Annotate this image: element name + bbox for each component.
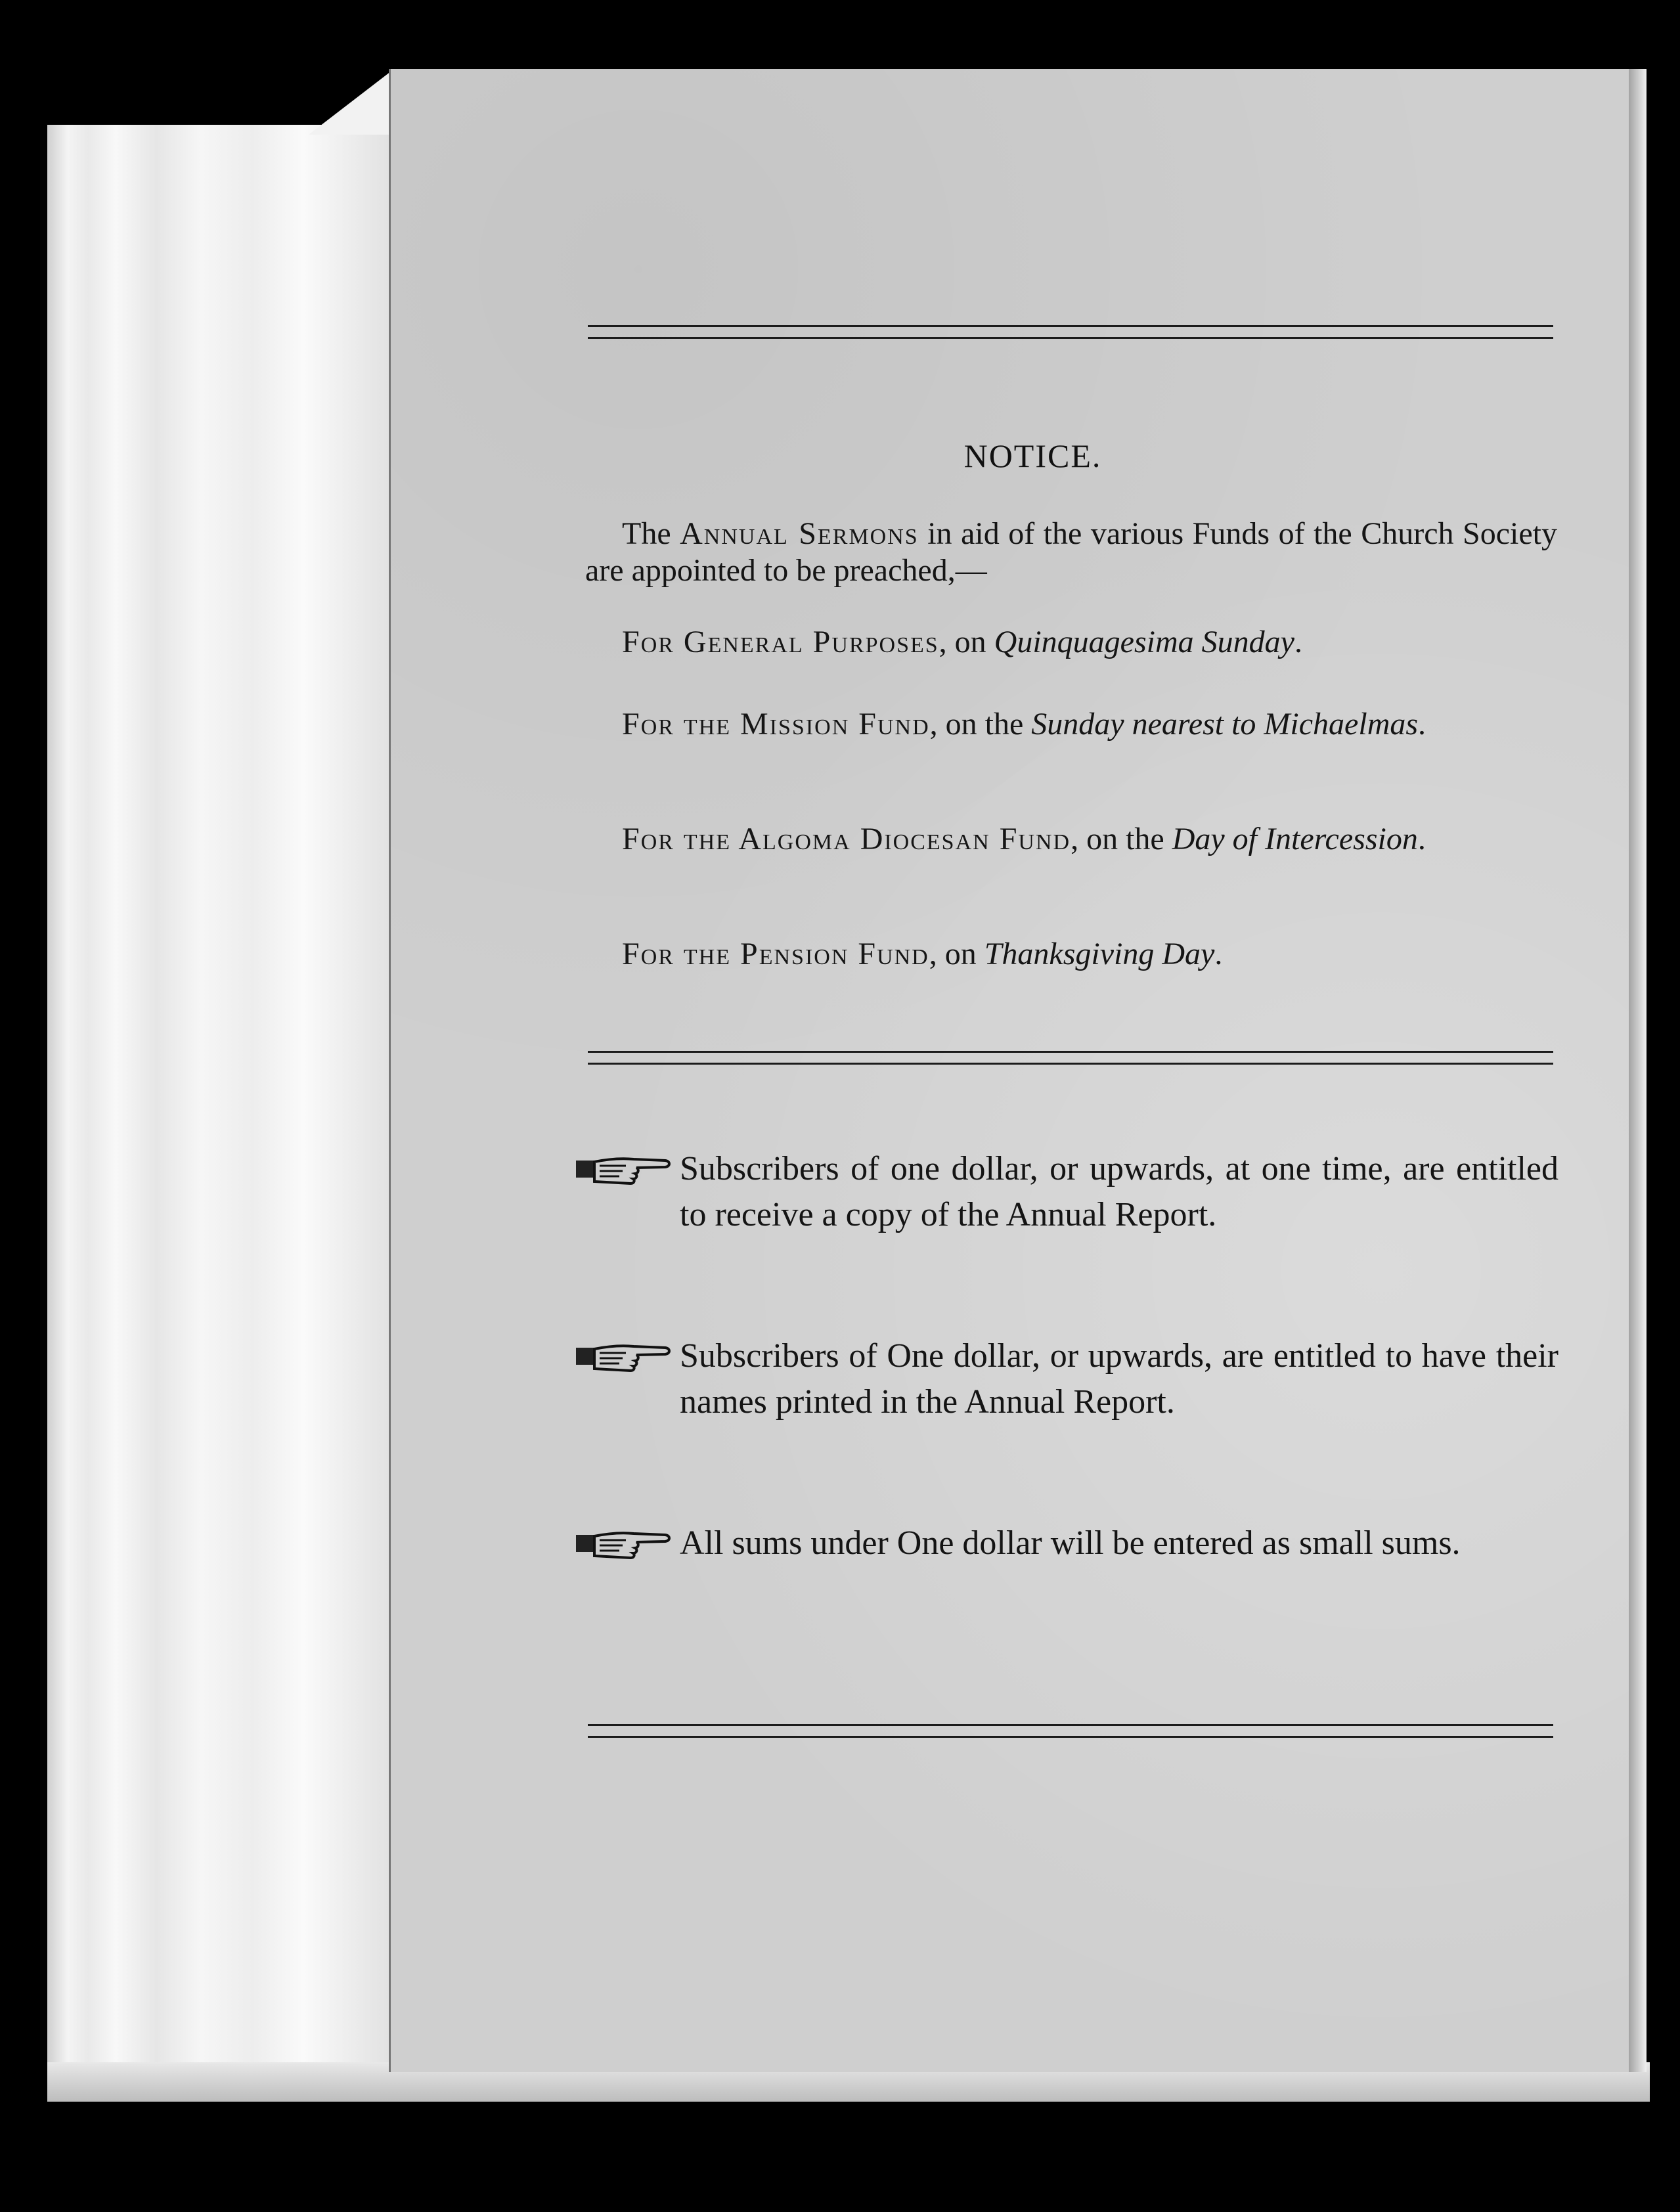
fund-pension: For the Pension Fund, on Thanksgiving Day.: [622, 937, 1223, 971]
book-page-edges: [47, 125, 390, 2082]
pointing-hand-icon: [573, 1527, 672, 1560]
subscriber-note: [573, 1333, 1558, 1425]
facing-page-edge: [1627, 69, 1647, 2072]
fund-general-purposes: For General Purposes, on Quinquagesima Sunday.: [622, 625, 1302, 659]
notice-intro: The Annual Sermons in aid of the various Funds of the Church Society are appointed to be preached,—: [585, 516, 1558, 588]
notice-title: NOTICE.: [963, 437, 1102, 474]
printed-page: [389, 69, 1629, 2072]
fund-mission: For the Mission Fund, on the Sunday nearest to Michaelmas.: [622, 707, 1426, 741]
pointing-hand-icon: [573, 1153, 672, 1185]
pointing-hand-icon: [573, 1340, 672, 1373]
subscriber-note: [573, 1520, 1558, 1566]
subscriber-note-text: All sums under One dollar will be entered as small sums.: [680, 1524, 1461, 1562]
subscriber-note-text: Subscribers of one dollar, or upwards, at one time, are entitled to receive a copy of the Annual Report.: [680, 1150, 1558, 1233]
top-double-rule: [588, 325, 1553, 341]
fund-algoma-diocesan: For the Algoma Diocesan Fund, on the Day of Intercession.: [622, 822, 1426, 856]
bottom-double-rule: [588, 1724, 1553, 1740]
middle-double-rule: [588, 1051, 1553, 1067]
subscriber-note: [573, 1146, 1558, 1238]
book-corner: [309, 69, 394, 135]
subscriber-note-text: Subscribers of One dollar, or upwards, are entitled to have their names printed in the Annual Report.: [680, 1337, 1558, 1421]
